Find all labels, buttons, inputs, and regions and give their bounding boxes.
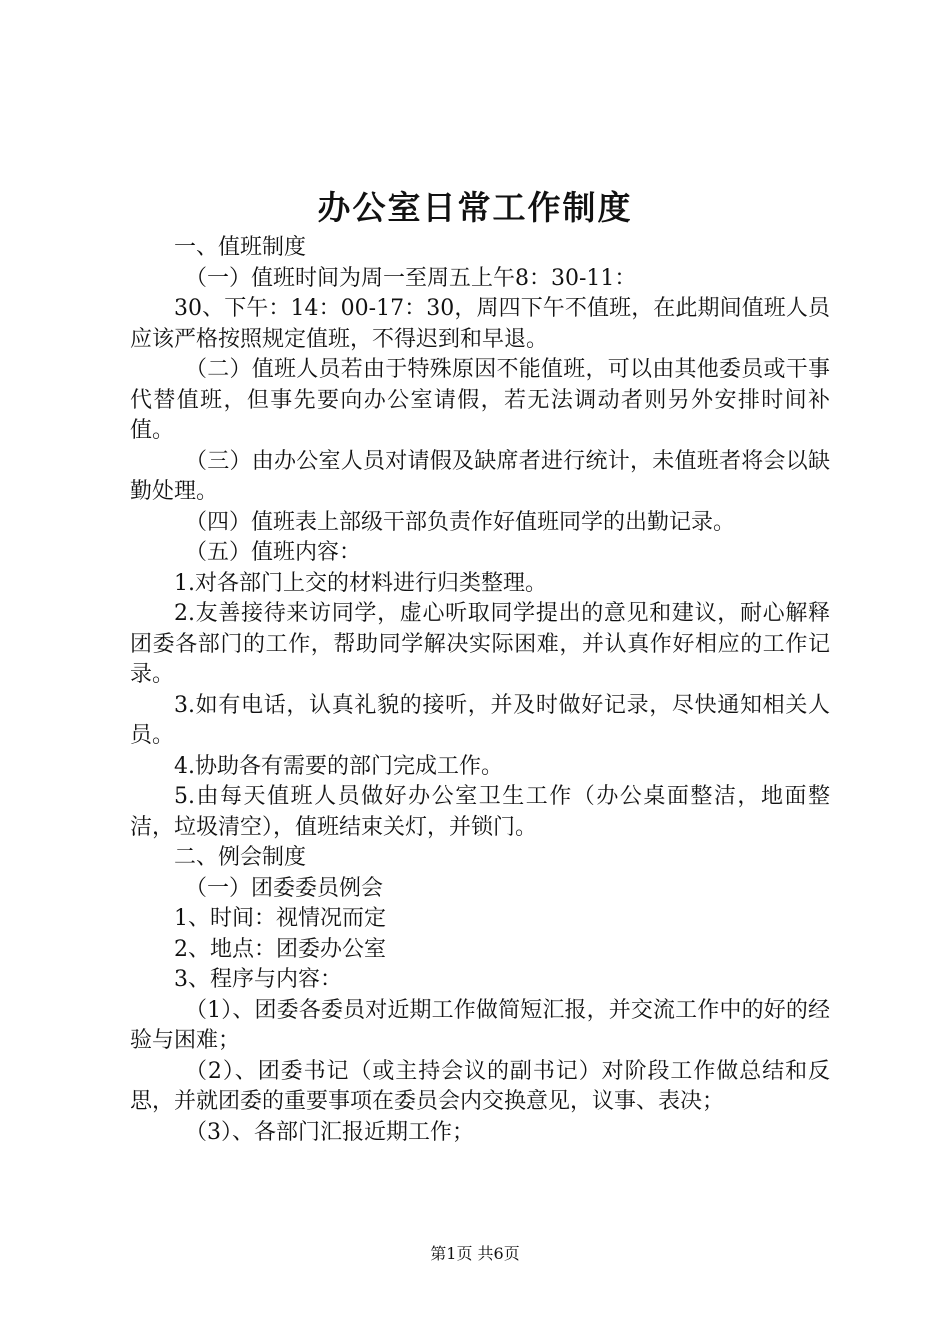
list-item: 1、时间：视情况而定 <box>174 906 386 931</box>
paragraph: （二）值班人员若由于特殊原因不能值班，可以由其他委员或干事代替值班，但事先要向办公室请假，若无法调动者则另外安排时间补值。 <box>130 357 830 443</box>
section-heading: 一、值班制度 <box>174 235 307 260</box>
paragraph: 30、下午：14：00-17：30，周四下午不值班，在此期间值班人员应该严格按照规定值班，不得迟到和早退。 <box>130 296 830 352</box>
list-item: 3、程序与内容： <box>174 967 342 992</box>
paragraph: （一）值班时间为周一至周五上午8：30-11： <box>185 265 637 291</box>
list-item: （1）、团委各委员对近期工作做简短汇报，并交流工作中的好的经验与困难； <box>130 997 830 1053</box>
document-body <box>130 233 830 1148</box>
document-title: 办公室日常工作制度 <box>317 188 633 227</box>
list-item: 1.对各部门上交的材料进行归类整理。 <box>174 570 547 596</box>
paragraph: （三）由办公室人员对请假及缺席者进行统计，未值班者将会以缺勤处理。 <box>130 448 830 504</box>
list-item: 2.友善接待来访同学，虚心听取同学提出的意见和建议，耐心解释团委各部门的工作，帮助同学解决实际困难，并认真作好相应的工作记录。 <box>130 601 830 687</box>
paragraph: （四）值班表上部级干部负责作好值班同学的出勤记录。 <box>185 509 736 535</box>
list-item: 5.由每天值班人员做好办公室卫生工作（办公桌面整洁，地面整洁，垃圾清空），值班结束关灯，并锁门。 <box>130 784 830 840</box>
list-item: （2）、团委书记（或主持会议的副书记）对阶段工作做总结和反思，并就团委的重要事项在委员会内交换意见，议事、表决； <box>130 1058 830 1114</box>
list-item: 3.如有电话，认真礼貌的接听，并及时做好记录，尽快通知相关人员。 <box>130 692 830 748</box>
page-footer: 第1页 共6页 <box>430 1244 520 1263</box>
list-item: （3）、各部门汇报近期工作； <box>185 1119 474 1145</box>
list-item: 4.协助各有需要的部门完成工作。 <box>174 753 503 779</box>
paragraph: （五）值班内容： <box>185 540 362 565</box>
paragraph: （一）团委委员例会 <box>185 875 384 901</box>
section-heading: 二、例会制度 <box>174 845 307 870</box>
list-item: 2、地点：团委办公室 <box>174 936 386 962</box>
